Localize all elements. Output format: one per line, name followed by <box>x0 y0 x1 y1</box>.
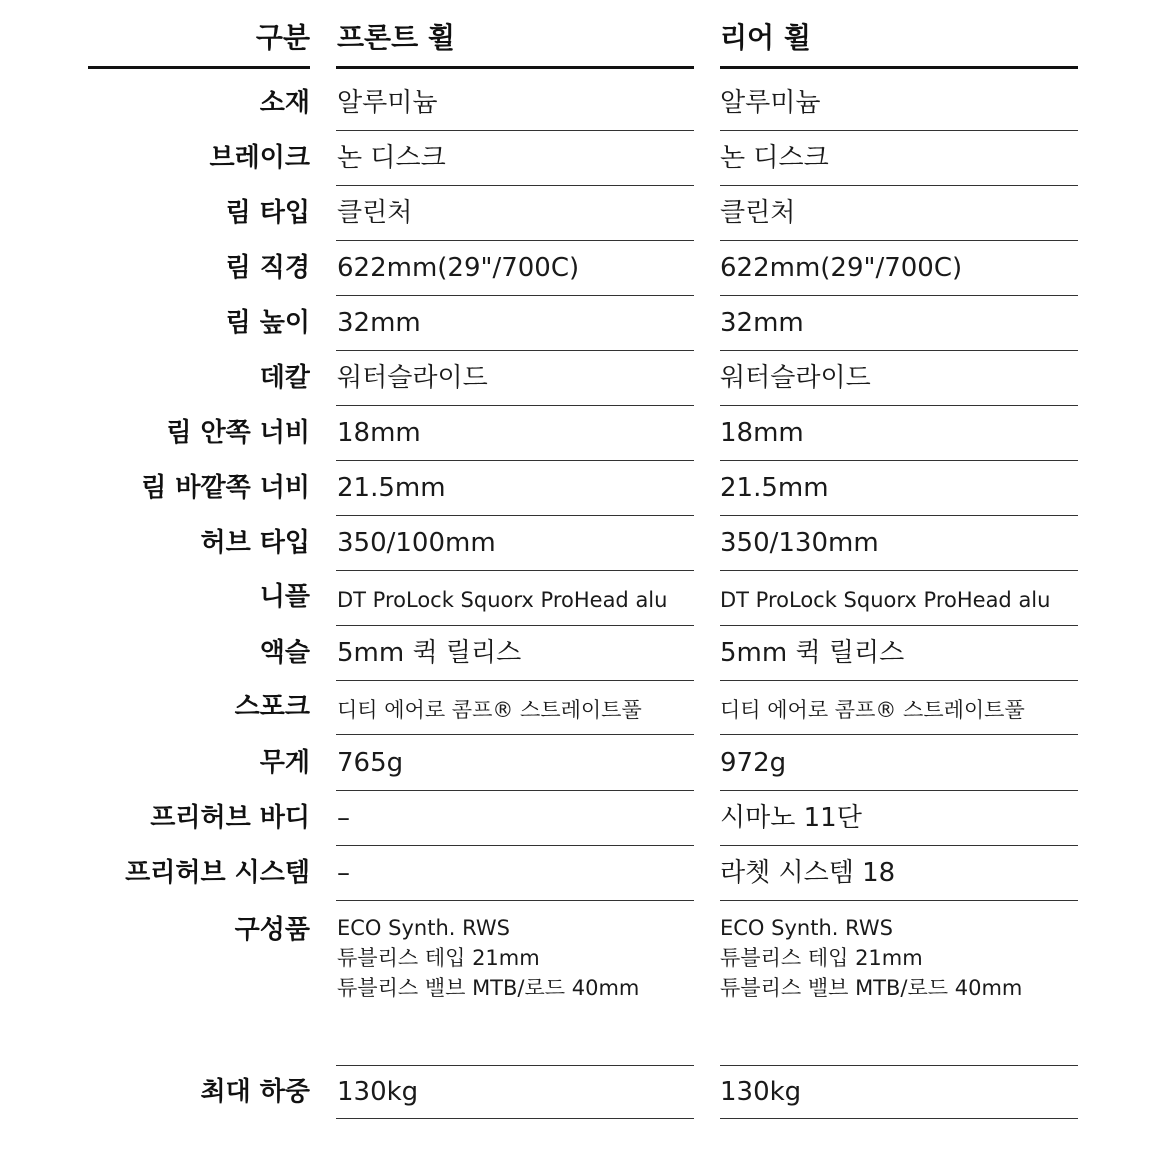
spec-label: 브레이크 <box>209 143 310 173</box>
row-divider-rear <box>720 900 1078 901</box>
row-divider-rear <box>720 1065 1078 1066</box>
spec-value-rear: 130kg <box>720 1077 802 1107</box>
row-divider-rear <box>720 845 1078 846</box>
row-divider-front <box>336 185 694 186</box>
spec-value-rear: 350/130mm <box>720 528 879 558</box>
row-divider-rear <box>720 295 1078 296</box>
row-divider-front <box>336 515 694 516</box>
row-divider-front <box>336 130 694 131</box>
spec-value-rear: 21.5mm <box>720 473 829 503</box>
row-divider-front <box>336 734 694 735</box>
spec-value-front: 18mm <box>337 418 421 448</box>
spec-label: 림 안쪽 너비 <box>166 418 310 448</box>
row-divider-front <box>336 790 694 791</box>
spec-label: 스포크 <box>234 692 310 722</box>
header-rule-front <box>336 66 694 69</box>
spec-value-front: 350/100mm <box>337 528 496 558</box>
spec-value-front: 논 디스크 <box>337 143 446 173</box>
spec-value-rear: 5mm 퀵 릴리스 <box>720 638 905 668</box>
spec-value-rear: 알루미늄 <box>720 88 821 118</box>
spec-value-rear: 622mm(29"/700C) <box>720 253 963 283</box>
row-divider-rear <box>720 734 1078 735</box>
spec-label: 림 바깥쪽 너비 <box>141 473 310 503</box>
spec-label: 허브 타입 <box>200 528 310 558</box>
spec-value-front: 765g <box>337 748 404 778</box>
row-divider-front <box>336 845 694 846</box>
header-front-wheel: 프론트 휠 <box>337 21 455 54</box>
row-divider-front <box>336 405 694 406</box>
spec-value-front: 622mm(29"/700C) <box>337 253 580 283</box>
row-divider-front <box>336 1118 694 1119</box>
spec-value-front: 알루미늄 <box>337 88 438 118</box>
spec-value-front: 5mm 퀵 릴리스 <box>337 638 522 668</box>
row-divider-rear <box>720 405 1078 406</box>
spec-label: 프리허브 바디 <box>150 803 310 833</box>
row-divider-rear <box>720 130 1078 131</box>
spec-label: 프리허브 시스템 <box>125 858 310 888</box>
spec-value-rear: 라쳇 시스템 18 <box>720 858 896 888</box>
row-divider-front <box>336 295 694 296</box>
spec-label: 림 직경 <box>225 253 310 283</box>
row-divider-rear <box>720 460 1078 461</box>
spec-value-front: – <box>337 803 350 833</box>
spec-value-rear: 워터슬라이드 <box>720 363 871 393</box>
row-divider-front <box>336 570 694 571</box>
spec-label: 데칼 <box>259 363 310 393</box>
spec-label: 니플 <box>259 582 310 612</box>
spec-value-rear: 클린처 <box>720 198 796 228</box>
spec-value-front: 워터슬라이드 <box>337 363 488 393</box>
spec-value-front: 디티 에어로 콤프® 스트레이트풀 <box>337 698 642 722</box>
spec-value-rear: 디티 에어로 콤프® 스트레이트풀 <box>720 698 1025 722</box>
row-divider-rear <box>720 680 1078 681</box>
header-rule-label <box>88 66 310 69</box>
row-divider-rear <box>720 790 1078 791</box>
header-rear-wheel: 리어 휠 <box>720 21 811 54</box>
spec-label: 림 높이 <box>225 308 310 338</box>
row-divider-rear <box>720 240 1078 241</box>
spec-label: 무게 <box>259 748 310 778</box>
row-divider-front <box>336 460 694 461</box>
row-divider-rear <box>720 185 1078 186</box>
row-divider-rear <box>720 570 1078 571</box>
row-divider-front <box>336 1065 694 1066</box>
spec-value-rear: 18mm <box>720 418 804 448</box>
spec-value-rear: 32mm <box>720 308 804 338</box>
spec-label: 최대 하중 <box>200 1077 310 1107</box>
header-rule-rear <box>720 66 1078 69</box>
spec-label: 구성품 <box>234 915 310 945</box>
row-divider-rear <box>720 625 1078 626</box>
row-divider-front <box>336 350 694 351</box>
spec-value-rear: ECO Synth. RWS 튜블리스 테입 21mm 튜블리스 밸브 MTB/로드 40mm <box>720 916 1023 1000</box>
spec-value-front: DT ProLock Squorx ProHead alu <box>337 588 668 612</box>
spec-value-front: 32mm <box>337 308 421 338</box>
spec-value-front: 클린처 <box>337 198 413 228</box>
spec-value-rear: DT ProLock Squorx ProHead alu <box>720 588 1051 612</box>
spec-value-rear: 972g <box>720 748 787 778</box>
row-divider-front <box>336 625 694 626</box>
spec-label: 림 타입 <box>225 198 310 228</box>
row-divider-front <box>336 900 694 901</box>
spec-value-front: 130kg <box>337 1077 419 1107</box>
spec-value-front: – <box>337 858 350 888</box>
spec-value-rear: 시마노 11단 <box>720 803 862 833</box>
spec-label: 액슬 <box>259 638 310 668</box>
spec-value-rear: 논 디스크 <box>720 143 829 173</box>
row-divider-rear <box>720 515 1078 516</box>
header-label: 구분 <box>255 21 310 54</box>
row-divider-rear <box>720 1118 1078 1119</box>
row-divider-front <box>336 240 694 241</box>
row-divider-front <box>336 680 694 681</box>
spec-value-front: ECO Synth. RWS 튜블리스 테입 21mm 튜블리스 밸브 MTB/로드 40mm <box>337 916 640 1000</box>
row-divider-rear <box>720 350 1078 351</box>
spec-label: 소재 <box>259 88 310 118</box>
spec-value-front: 21.5mm <box>337 473 446 503</box>
